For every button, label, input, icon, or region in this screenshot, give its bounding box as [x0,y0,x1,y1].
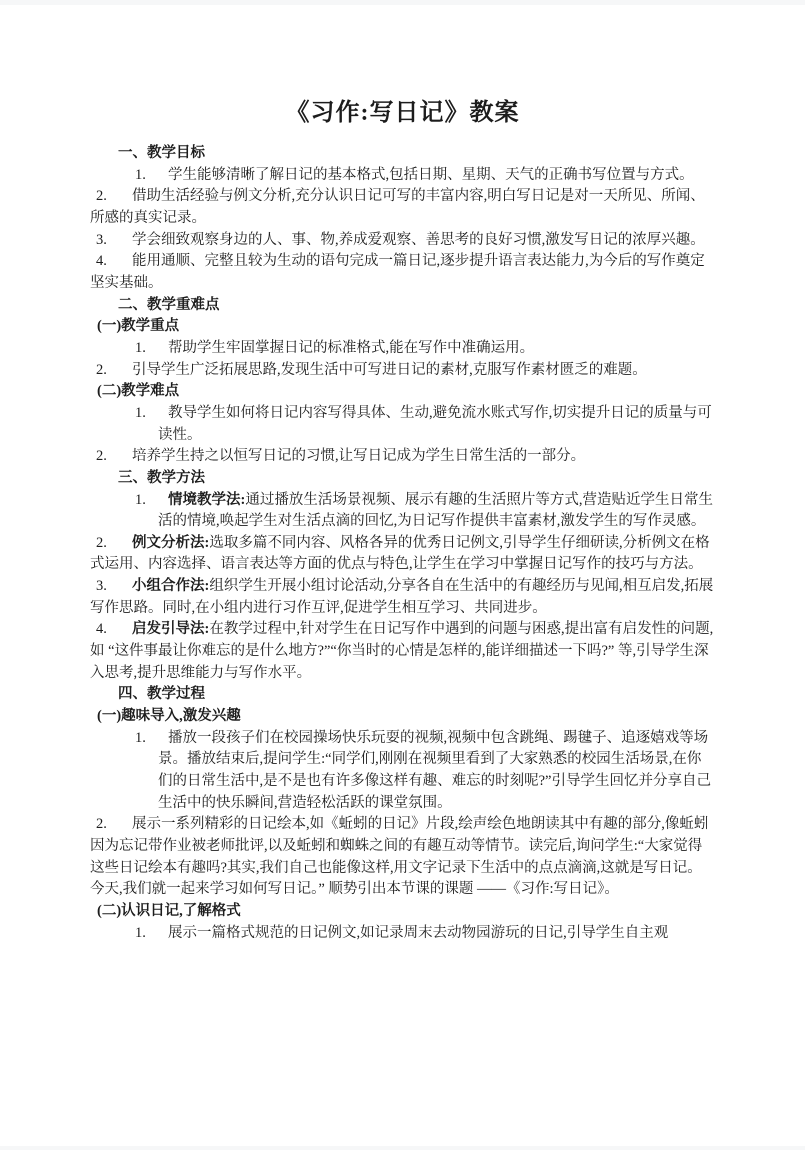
subsection-heading-focus: (一)教学重点 [97,318,180,335]
doc-title: 《习作:写日记》教案 [285,100,520,126]
subsection-heading-difficulty: (二)教学难点 [97,383,180,400]
item-number: 4. [96,621,107,638]
section-heading-methods: 三、教学方法 [118,469,205,486]
document-page [0,5,805,1146]
item-text: 学会细致观察身边的人、事、物,养成爱观察、善思考的良好习惯,激发写日记的浓厚兴趣。 [132,231,705,248]
item-bold-lead: 小组合作法: [132,578,210,595]
list-item [90,533,715,576]
item-text: 借助生活经验与例文分析,充分认识日记可写的丰富内容,明白写日记是对一天所见、所闻、所感的真实记录。 [90,188,705,226]
item-text: 选取多篇不同内容、风格各异的优秀日记例文,引导学生仔细研读,分析例文在格式运用、内容选择、语言表达等方面的优点与特色,让学生在学习中掌握日记写作的技巧与方法。 [90,534,710,573]
item-number: 4. [96,253,107,270]
item-text: 培养学生持之以恒写日记的习惯,让写日记成为学生日常生活的一部分。 [132,448,586,465]
item-text: 展示一系列精彩的日记绘本,如《蚯蚓的日记》片段,绘声绘色地朗读其中有趣的部分,像蚯蚓因为忘记带作业被老师批评,以及蚯蚓和蜘蛛之间的有趣互动等情节。读完后,询问学生:“大家觉得这些日记绘本有趣吗?其实,我们自己也能像这样,用文字记录下生活中的点点滴滴,这就是写日记。今天,我们就一起来学习如何写日记。” 顺势引出本节课的课题 ——《习作:写日记》。 [90,816,709,898]
item-text: 播放一段孩子们在校园操场快乐玩耍的视频,视频中包含跳绳、踢毽子、追逐嬉戏等场景。播放结束后,提问学生:“同学们,刚刚在视频里看到了大家熟悉的校园生活场景,在你们的日常生活中,是不是也有许多像这样有趣、难忘的时刻呢?”引导学生回忆并分享自己生活中的快乐瞬间,营造轻松活跃的课堂氛围。 [158,729,711,811]
item-number: 2. [96,448,107,465]
list-item [90,403,715,446]
list-item [90,251,715,294]
list-item [90,186,715,229]
item-number: 2. [96,361,107,378]
item-number: 1. [135,924,146,941]
item-number: 2. [96,534,107,551]
subsection-heading-intro: (一)趣味导入,激发兴趣 [97,708,241,725]
item-number: 1. [135,729,146,746]
item-number: 2. [96,188,107,205]
item-text: 教导学生如何将日记内容写得具体、生动,避免流水账式写作,切实提升日记的质量与可读性。 [158,404,712,443]
list-item [90,230,715,252]
list-item [90,728,715,815]
list-item [90,490,715,533]
list-item [90,446,715,468]
item-number: 1. [135,166,146,183]
item-bold-lead: 例文分析法: [132,534,210,551]
list-item [90,165,715,187]
item-text: 学生能够清晰了解日记的基本格式,包括日期、星期、天气的正确书写位置与方式。 [168,166,694,183]
item-bold-lead: 情境教学法: [168,491,246,508]
list-item [90,576,715,619]
item-text: 引导学生广泛拓展思路,发现生活中可写进日记的素材,克服写作素材匮乏的难题。 [132,361,647,378]
item-number: 1. [135,339,146,356]
section-heading-objectives: 一、教学目标 [118,145,205,161]
list-item [90,338,715,360]
item-number: 2. [96,816,107,833]
list-item [90,619,715,684]
item-number: 1. [135,491,146,508]
item-number: 1. [135,404,146,421]
list-item [90,923,715,945]
item-text: 组织学生开展小组讨论活动,分享各自在生活中的有趣经历与见闻,相互启发,拓展写作思路。同时,在小组内进行习作互评,促进学生相互学习、共同进步。 [90,578,714,616]
item-bold-lead: 启发引导法: [132,621,210,638]
list-item [90,814,715,901]
item-text: 展示一篇格式规范的日记例文,如记录周末去动物园游玩的日记,引导学生自主观 [168,924,669,941]
list-item [90,360,715,382]
section-heading-process: 四、教学过程 [118,686,205,703]
item-text: 帮助学生牢固掌握日记的标准格式,能在写作中准确运用。 [168,339,535,356]
item-number: 3. [96,231,107,248]
section-heading-key-points: 二、教学重难点 [118,296,220,313]
item-text: 在教学过程中,针对学生在日记写作中遇到的问题与困惑,提出富有启发性的问题,如 “这件事最让你难忘的是什么地方?”“你当时的心情是怎样的,能详细描述一下吗?” 等,引导学生深入思考,提升思维能力与写作水平。 [90,621,714,681]
item-text: 通过播放生活场景视频、展示有趣的生活照片等方式,营造贴近学生日常生活的情境,唤起学生对生活点滴的回忆,为日记写作提供丰富素材,激发学生的写作灵感。 [158,491,713,530]
subsection-heading-format: (二)认识日记,了解格式 [97,902,241,919]
item-text: 能用通顺、完整且较为生动的语句完成一篇日记,逐步提升语言表达能力,为今后的写作奠定坚实基础。 [90,253,705,291]
item-number: 3. [96,578,107,595]
